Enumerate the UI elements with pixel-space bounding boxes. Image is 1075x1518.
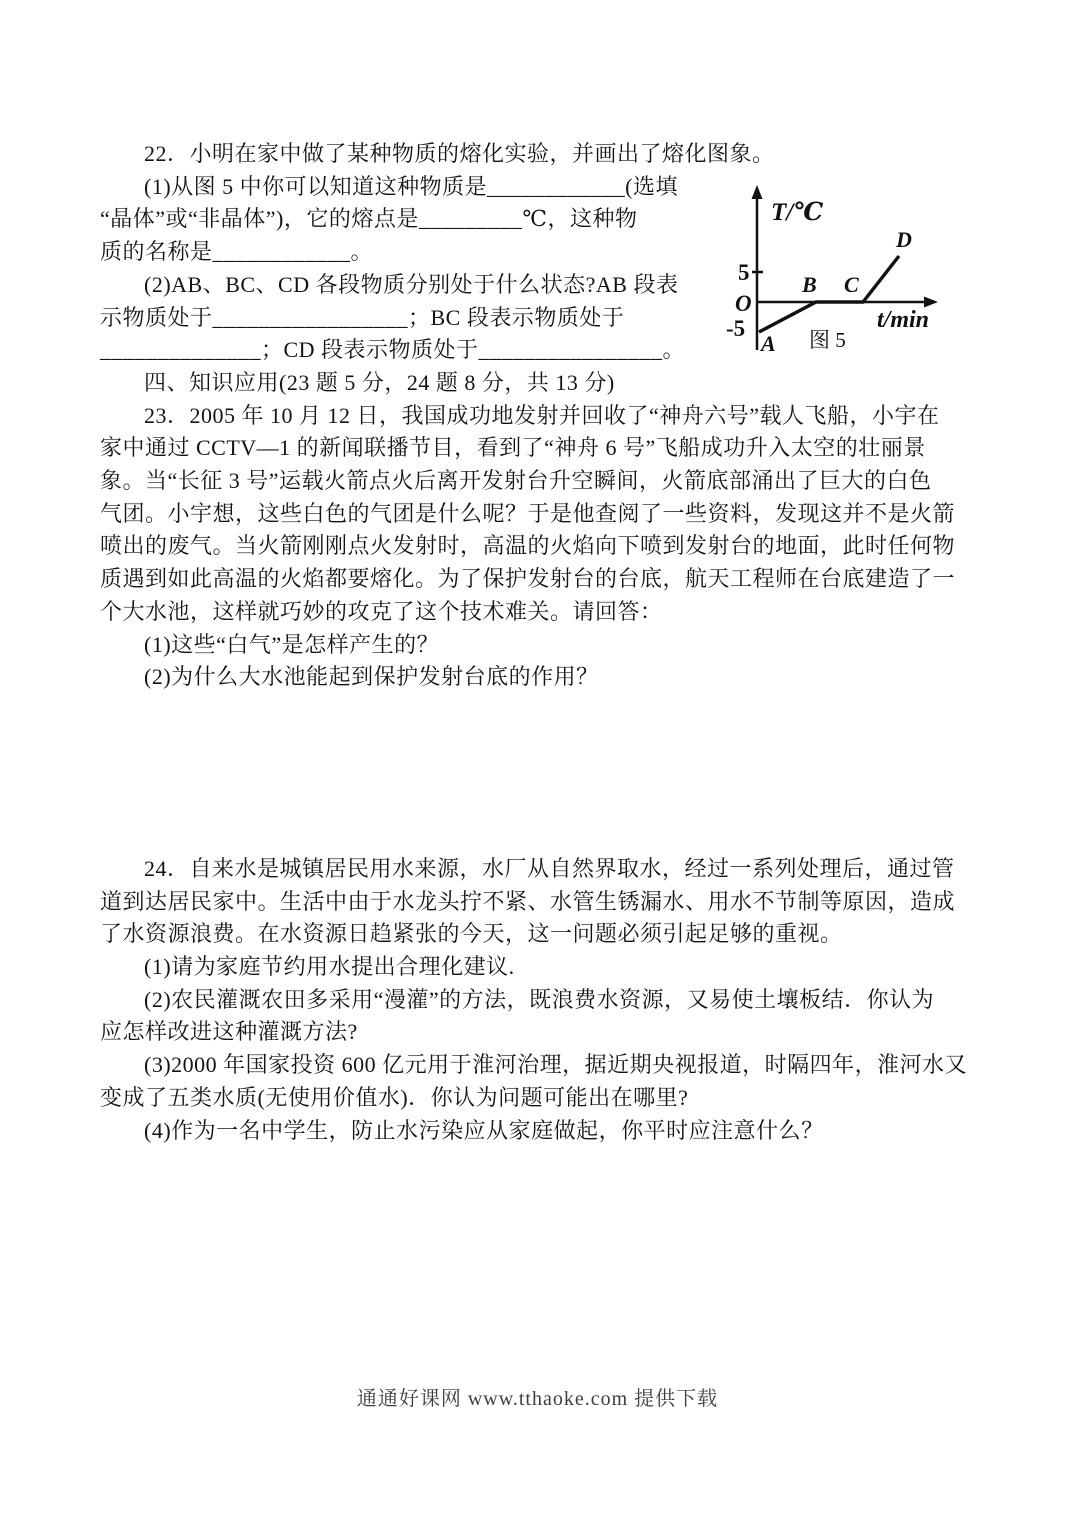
q23-line: (2)为什么大水池能起到保护发射台底的作用？ (144, 664, 599, 690)
q23-line: (1)这些“白气”是怎样产生的？ (144, 631, 440, 657)
q24-line: (4)作为一名中学生，防止水污染应从家庭做起，你平时应注意什么？ (144, 1117, 824, 1143)
figure-caption: 图 5 (809, 328, 846, 352)
answer-space (100, 694, 1000, 853)
y-axis-label: T/℃ (771, 199, 824, 226)
q24-line: (1)请为家庭节约用水提出合理化建议. (144, 954, 515, 980)
x-axis-arrow-icon (924, 297, 938, 308)
q23-line: 气团。小宇想，这些白色的气团是什么呢？于是他查阅了一些资料，发现这并不是火箭 (100, 500, 956, 526)
q22-line: 质的名称是____________。 (100, 239, 374, 265)
q24-line: (2)农民灌溉农田多采用“漫灌”的方法，既浪费水资源，又易使土壤板结．你认为 (144, 986, 935, 1012)
melting-curve-svg (725, 184, 965, 356)
q24-line: (3)2000 年国家投资 600 亿元用于淮河治理，据近期央视报道，时隔四年，淮河水又 (144, 1052, 968, 1078)
figure-5-melting-curve (725, 184, 965, 356)
q22-line: 示物质处于_________________；BC 段表示物质处于 (100, 304, 625, 330)
q23-line: 家中通过 CCTV—1 的新闻联播节目，看到了“神舟 6 号”飞船成功升入太空的壮丽景 (100, 435, 926, 461)
tick-label-minus5: -5 (726, 316, 746, 341)
q22-line: (1)从图 5 中你可以知道这种物质是____________(选填 (144, 173, 678, 199)
q24-line: 应怎样改进这种灌溉方法? (100, 1019, 358, 1045)
q22-line: “晶体”或“非晶体”)，它的熔点是_________℃，这种物 (100, 206, 638, 232)
q24-line: 了水资源浪费。在水资源日趋紧张的今天，这一问题必须引起足够的重视。 (100, 921, 843, 947)
y-axis-arrow-icon (752, 185, 763, 199)
q22-line: 22．小明在家中做了某种物质的熔化实验，并画出了熔化图象。 (144, 141, 775, 166)
point-label-c: C (844, 272, 859, 297)
point-label-b: B (802, 272, 817, 297)
q24-line: 24．自来水是城镇居民用水来源，水厂从自然界取水，经过一系列处理后，通过管 (144, 855, 955, 881)
section4-heading: 四、知识应用(23 题 5 分，24 题 8 分，共 13 分) (144, 369, 615, 395)
x-axis-label: t/min (877, 307, 930, 333)
q23-line: 23．2005 年 10 月 12 日，我国成功地发射并回收了“神舟六号”载人飞船，小宇在 (144, 402, 940, 428)
q23-line: 个大水池，这样就巧妙的攻克了这个技术难关。请回答： (100, 598, 663, 624)
tick-label-plus5: 5 (738, 260, 750, 285)
q24-line: 道到达居民家中。生活中由于水龙头拧不紧、水管生锈漏水、用水不节制等原因，造成 (100, 888, 956, 914)
q23-line: 喷出的废气。当火箭刚刚点火发射时，高温的火焰向下喷到发射台的地面，此时任何物 (100, 533, 956, 559)
q23-line: 象。当“长征 3 号”运载火箭点火后离开发射台升空瞬间，火箭底部涌出了巨大的白色 (100, 468, 932, 494)
q24-line: 变成了五类水质(无使用价值水)．你认为问题可能出在哪里? (100, 1084, 689, 1110)
footer-watermark: 通通好课网 www.tthaoke.com 提供下载 (356, 1388, 719, 1410)
point-label-d: D (896, 227, 912, 252)
point-label-a: A (761, 331, 776, 356)
origin-label: O (735, 291, 752, 316)
q22-line: (2)AB、BC、CD 各段物质分别处于什么状态?AB 段表 (144, 271, 679, 297)
q22-line: ______________；CD 段表示物质处于________________。 (100, 337, 686, 363)
q23-line: 质遇到如此高温的火焰都要熔化。为了保护发射台的台底，航天工程师在台底建造了一 (100, 566, 956, 592)
